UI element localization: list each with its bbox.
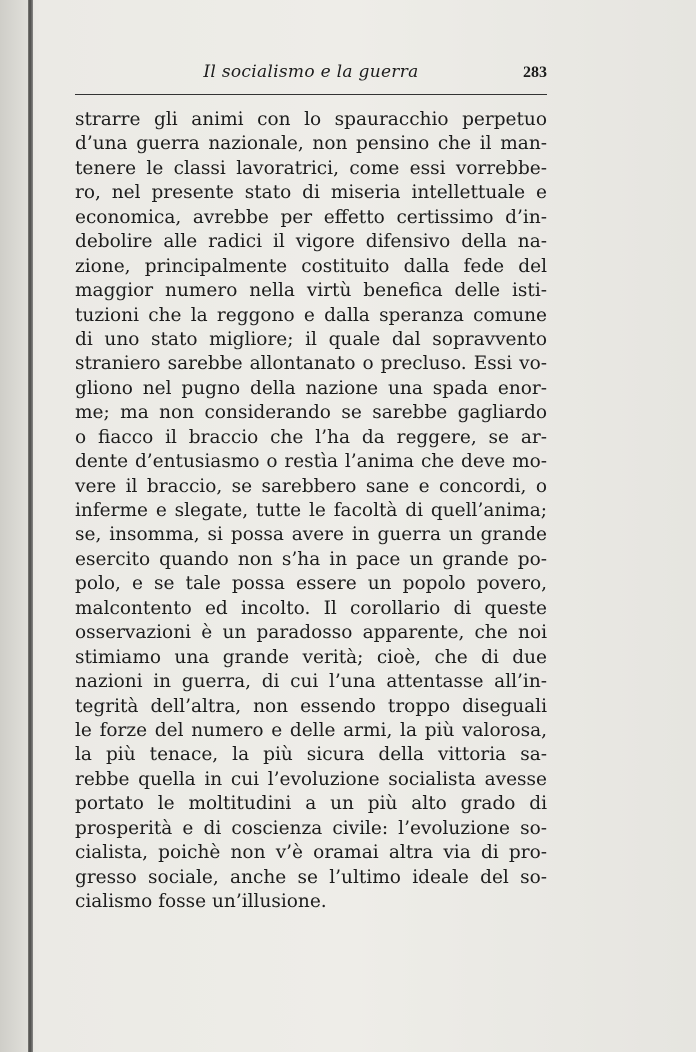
page-number: 283	[523, 64, 547, 81]
text-line: d’una guerra nazionale, non pensino che il man-	[75, 133, 547, 155]
text-line: portato le moltitudini a un più alto grado di	[75, 793, 547, 815]
text-line: o fiacco il braccio che l’ha da reggere, se ar-	[75, 426, 547, 448]
text-line: malcontento ed incolto. Il corollario di queste	[75, 597, 547, 619]
text-line: economica, avrebbe per effetto certissimo d’in-	[75, 206, 547, 228]
text-line: esercito quando non s’ha in pace un grande po-	[75, 548, 547, 570]
text-line: tegrità dell’altra, non essendo troppo diseguali	[75, 695, 547, 717]
running-title: Il socialismo e la guerra	[203, 62, 419, 82]
page-header	[75, 56, 547, 86]
text-line: straniero sarebbe allontanato o precluso. Essi vo-	[75, 353, 547, 375]
text-line: rebbe quella in cui l’evoluzione socialista avesse	[75, 768, 547, 790]
text-line: strarre gli animi con lo spauracchio perpetuo	[75, 109, 547, 130]
text-line-last: cialismo fosse un’illusione.	[75, 891, 327, 912]
text-line: tuzioni che la reggono e dalla speranza comune	[75, 304, 547, 326]
text-line: vere il braccio, se sarebbero sane e concordi, o	[75, 475, 547, 497]
text-line: prosperità e di coscienza civile: l’evoluzione so-	[75, 817, 547, 839]
text-line: ro, nel presente stato di miseria intellettuale e	[75, 182, 547, 204]
text-line: di uno stato migliore; il quale dal sopravvento	[75, 328, 547, 350]
text-line: inferme e slegate, tutte le facoltà di quell’anima;	[75, 500, 547, 521]
text-line: nazioni in guerra, di cui l’una attentasse all’in-	[75, 671, 547, 693]
text-line: dente d’entusiasmo o restìa l’anima che deve mo-	[75, 451, 547, 473]
text-line: la più tenace, la più sicura della vittoria sa-	[75, 744, 547, 766]
text-line: cialista, poichè non v’è oramai altra via di pro-	[75, 842, 547, 864]
text-line: polo, e se tale possa essere un popolo povero,	[75, 573, 547, 595]
text-line: gresso sociale, anche se l’ultimo ideale del so-	[75, 866, 547, 888]
body-text	[75, 108, 547, 914]
text-line: le forze del numero e delle armi, la più valorosa,	[75, 719, 547, 741]
page-gutter	[0, 0, 28, 1052]
text-line: maggior numero nella virtù benefica delle isti-	[75, 280, 547, 302]
text-line: zione, principalmente costituito dalla fede del	[75, 255, 547, 277]
text-line: me; ma non considerando se sarebbe gagliardo	[75, 402, 547, 424]
text-line: se, insomma, si possa avere in guerra un grande	[75, 524, 547, 546]
header-rule	[75, 94, 547, 95]
text-line: tenere le classi lavoratrici, come essi vorrebbe-	[75, 157, 547, 179]
text-line: stimiamo una grande verità; cioè, che di due	[75, 646, 547, 668]
text-line: gliono nel pugno della nazione una spada enor-	[75, 377, 547, 399]
text-line: osservazioni è un paradosso apparente, che noi	[75, 622, 547, 644]
text-line: debolire alle radici il vigore difensivo della na-	[75, 231, 547, 253]
book-spine-edge	[28, 0, 33, 1052]
